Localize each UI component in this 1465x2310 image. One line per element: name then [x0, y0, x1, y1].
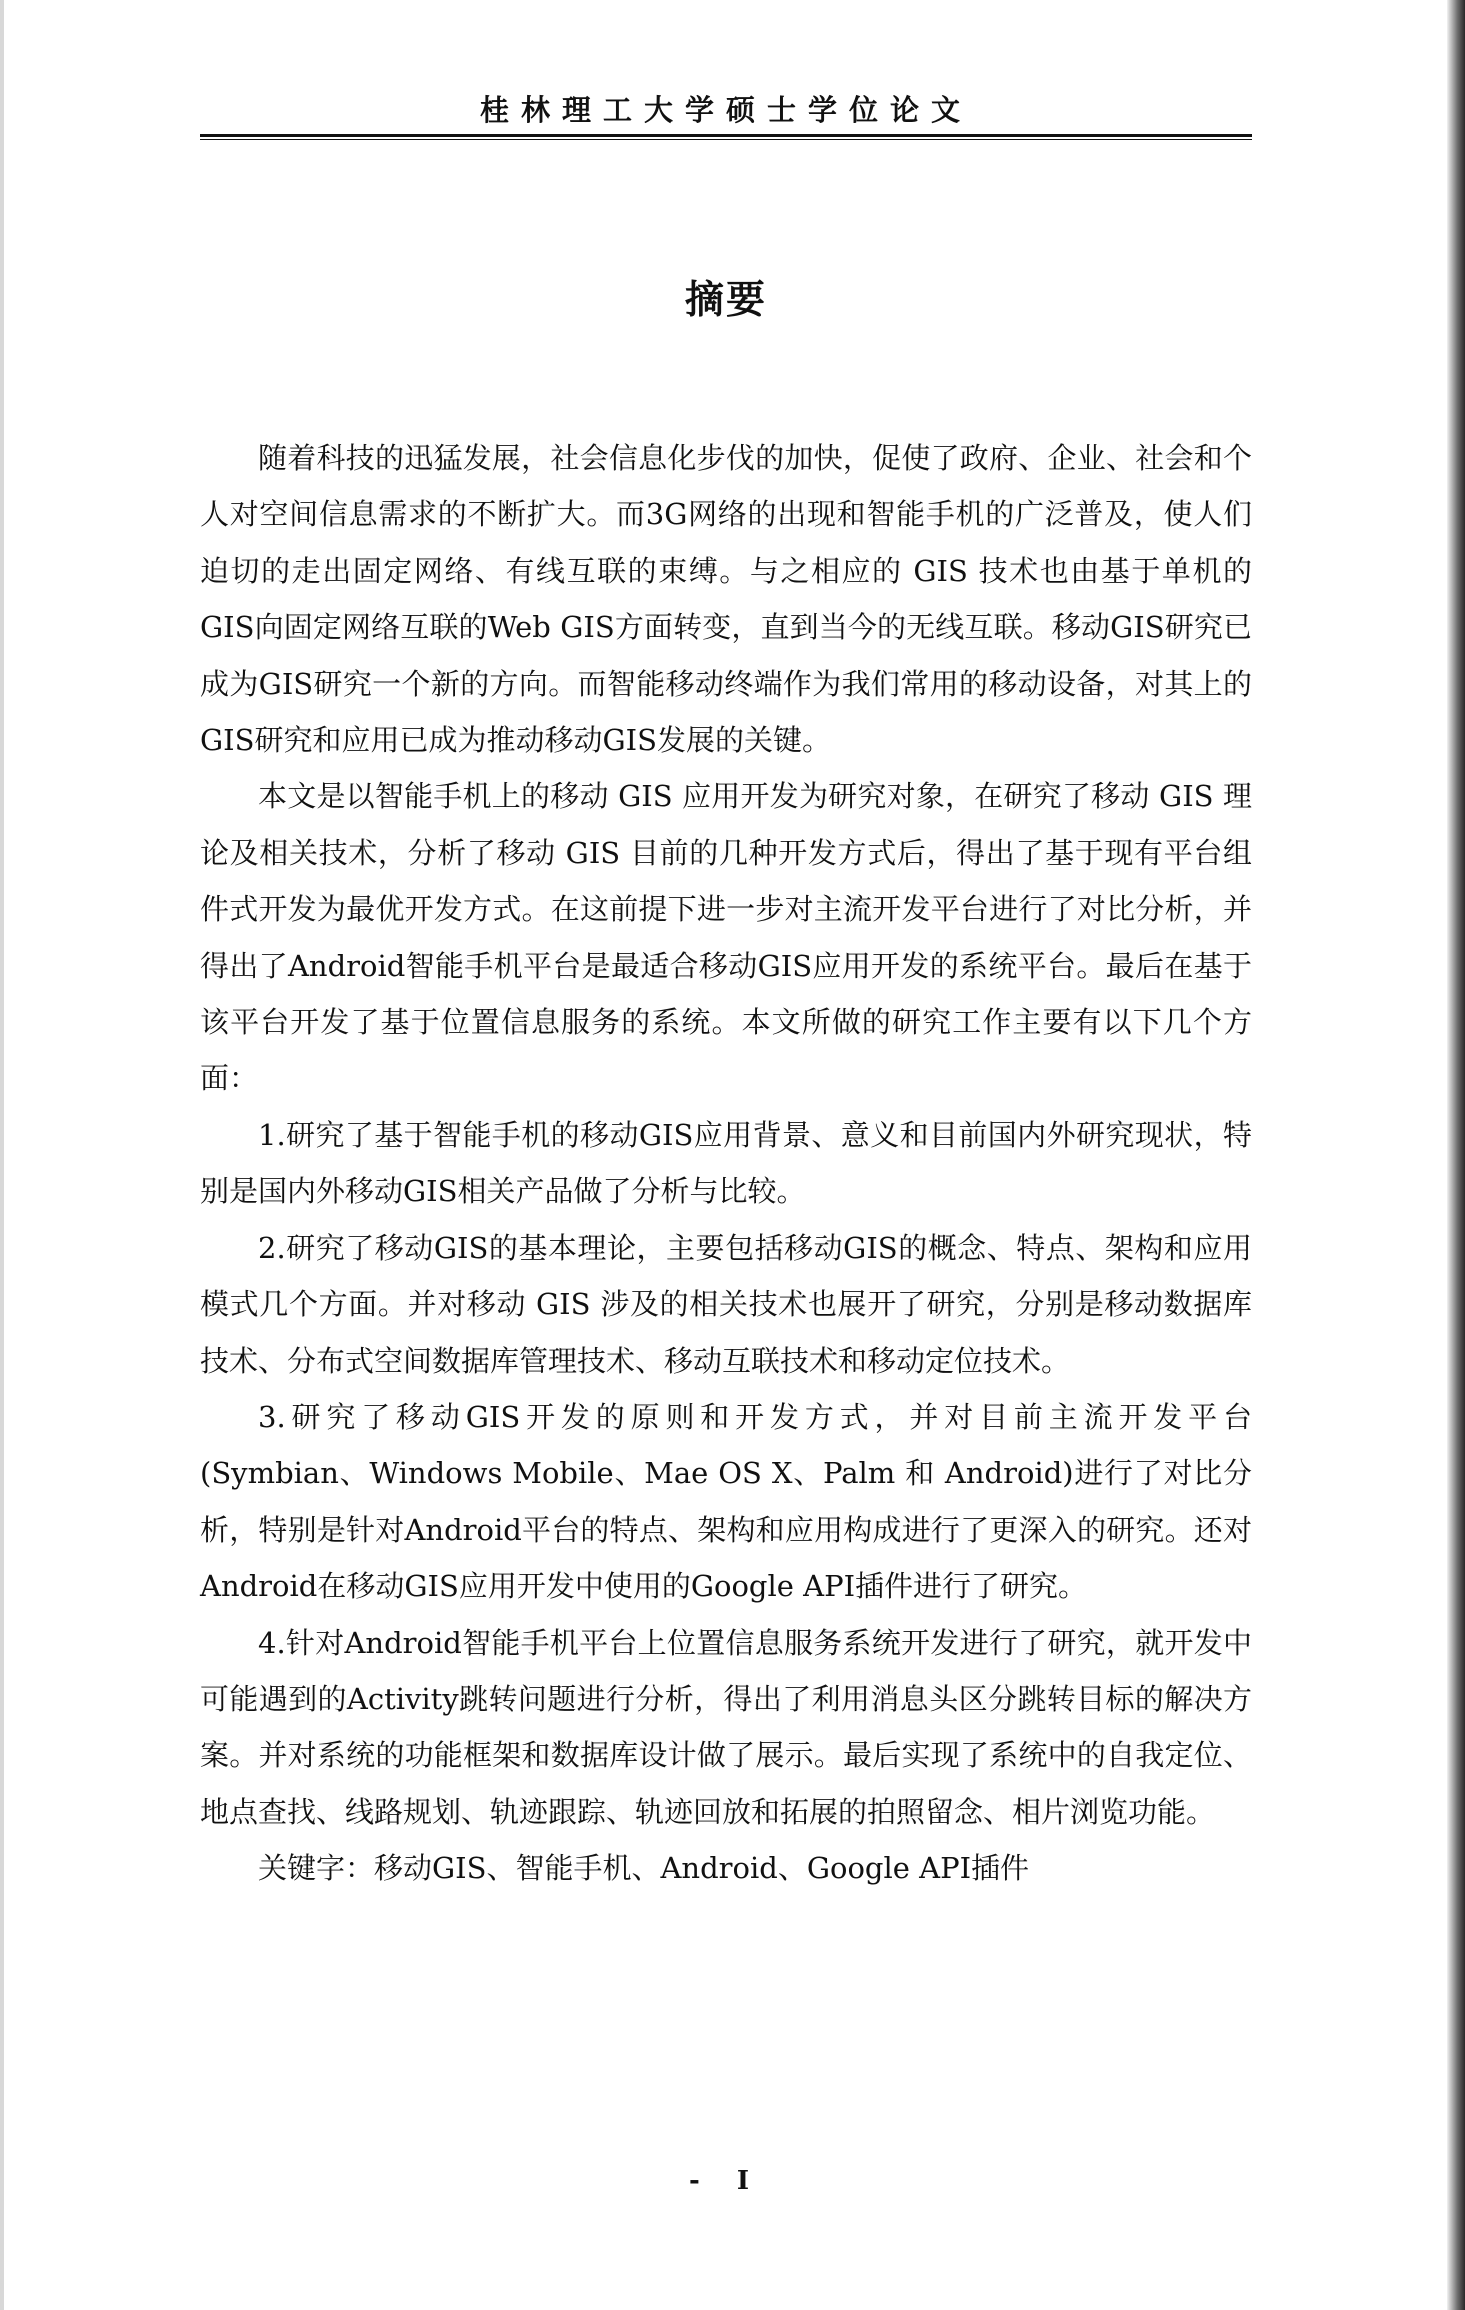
abstract-item-2: 2.研究了移动GIS的基本理论，主要包括移动GIS的概念、特点、架构和应用模式几个方面。并对移动 GIS 涉及的相关技术也展开了研究，分别是移动数据库技术、分布式空间数据库管理技术、移动互联技术和移动定位技术。: [200, 1230, 1252, 1378]
running-header: 桂林理工大学硕士学位论文: [479, 93, 972, 127]
abstract-item-1: 1.研究了基于智能手机的移动GIS应用背景、意义和目前国内外研究现状，特别是国内外移动GIS相关产品做了分析与比较。: [200, 1117, 1252, 1209]
scan-edge-left: [0, 0, 4, 2310]
abstract-paragraph-2: 本文是以智能手机上的移动 GIS 应用开发为研究对象，在研究了移动 GIS 理论及相关技术，分析了移动 GIS 目前的几种开发方式后，得出了基于现有平台组件式开发为最优开发方式。在这前提下进一步对主流开发平台进行了对比分析，并得出了Android智能手机平台是最适合移动GIS应用开发的系统平台。最后在基于该平台开发了基于位置信息服务的系统。本文所做的研究工作主要有以下几个方面：: [200, 779, 1252, 1096]
abstract-body: [200, 430, 1252, 1897]
abstract-heading: 摘要: [684, 277, 767, 323]
header-rule: [200, 134, 1252, 137]
abstract-item-4: 4.针对Android智能手机平台上位置信息服务系统开发进行了研究，就开发中可能遇到的Activity跳转问题进行分析，得出了利用消息头区分跳转目标的解决方案。并对系统的功能框架和数据库设计做了展示。最后实现了系统中的自我定位、地点查找、线路规划、轨迹跟踪、轨迹回放和拓展的拍照留念、相片浏览功能。: [200, 1625, 1252, 1829]
header-rule-thin: [200, 139, 1252, 140]
keywords: 关键字：移动GIS、智能手机、Android、Google API插件: [258, 1851, 1030, 1886]
abstract-item-3: 3.研究了移动GIS开发的原则和开发方式，并对目前主流开发平台(Symbian、Windows Mobile、Mae OS X、Palm 和 Android)进行了对比分析，特别是针对Android平台的特点、架构和应用构成进行了更深入的研究。还对Android在移动GIS应用开发中使用的Google API插件进行了研究。: [200, 1399, 1252, 1604]
page-number: - I: [688, 2166, 763, 2196]
scan-edge-right: [1447, 0, 1465, 2310]
abstract-paragraph-1: 随着科技的迅猛发展，社会信息化步伐的加快，促使了政府、企业、社会和个人对空间信息需求的不断扩大。而3G网络的出现和智能手机的广泛普及，使人们迫切的走出固定网络、有线互联的束缚。与之相应的 GIS 技术也由基于单机的GIS向固定网络互联的Web GIS方面转变，直到当今的无线互联。移动GIS研究已成为GIS研究一个新的方向。而智能移动终端作为我们常用的移动设备，对其上的GIS研究和应用已成为推动移动GIS发展的关键。: [200, 441, 1252, 758]
